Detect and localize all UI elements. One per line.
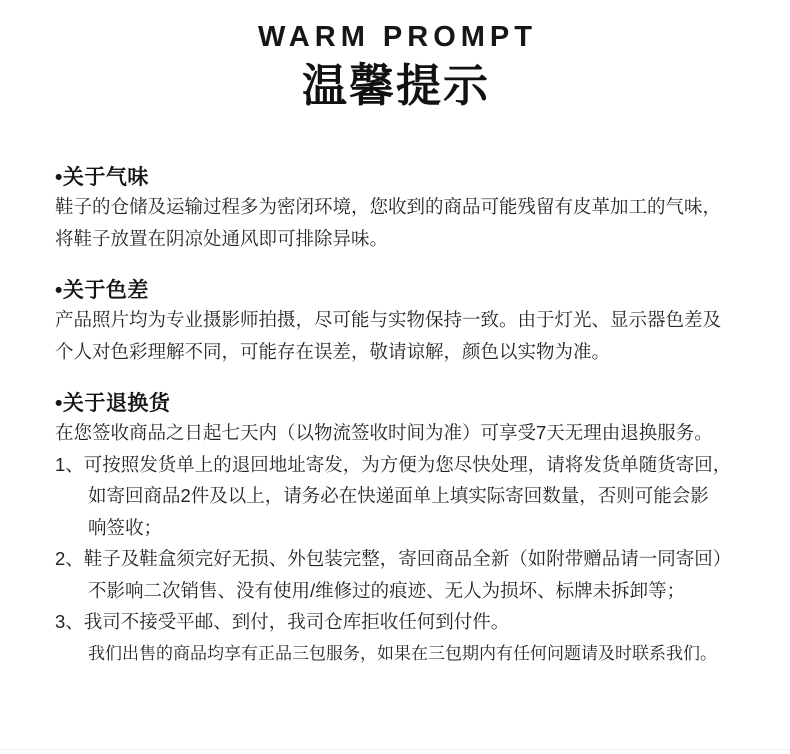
text-line: 将鞋子放置在阴凉处通风即可排除异味。 — [55, 227, 389, 249]
text-line: 鞋子的仓储及运输过程多为密闭环境，您收到的商品可能残留有皮革加工的气味， — [55, 196, 722, 217]
title-chinese: 温馨提示 — [301, 60, 490, 111]
section-heading-odor: •关于气味 — [55, 166, 149, 189]
section-about-odor — [55, 165, 750, 254]
section-about-returns — [55, 391, 750, 669]
text-line: 产品照片均为专业摄影师拍摄，尽可能与实物保持一致。由于灯光、显示器色差及 — [55, 309, 722, 330]
text-line: 我们出售的商品均享有正品三包服务，如果在三包期内有任何问题请及时联系我们。 — [88, 643, 717, 663]
text-line: 个人对色彩理解不同，可能存在误差，敬请谅解，颜色以实物为准。 — [55, 340, 611, 362]
bottom-divider — [0, 749, 790, 750]
text-line: 不影响二次销售、没有使用/维修过的痕迹、无人为损坏、标牌未拆卸等； — [88, 579, 686, 601]
section-heading-returns: •关于退换货 — [55, 392, 171, 415]
notice-content — [0, 165, 790, 669]
page-header — [0, 0, 790, 112]
text-line-numbered-3: 3、我司不接受平邮、到付，我司仓库拒收任何到付件。 — [55, 611, 510, 632]
section-heading-color-difference: •关于色差 — [55, 279, 149, 302]
text-line-numbered-1: 1、可按照发货单上的退回地址寄发，为方便为您尽快处理，请将发货单随货寄回， — [55, 453, 732, 475]
text-line: 在您签收商品之日起七天内（以物流签收时间为准）可享受7天无理由退换服务。 — [55, 422, 713, 443]
text-line-numbered-2: 2、鞋子及鞋盒须完好无损、外包装完整，寄回商品全新（如附带赠品请一同寄回） — [55, 548, 732, 569]
text-line: 如寄回商品2件及以上，请务必在快递面单上填实际寄回数量，否则可能会影 — [88, 485, 709, 506]
text-line: 响签收； — [88, 516, 163, 538]
title-english: WARM PROMPT — [258, 21, 537, 53]
section-about-color-difference — [55, 278, 750, 367]
